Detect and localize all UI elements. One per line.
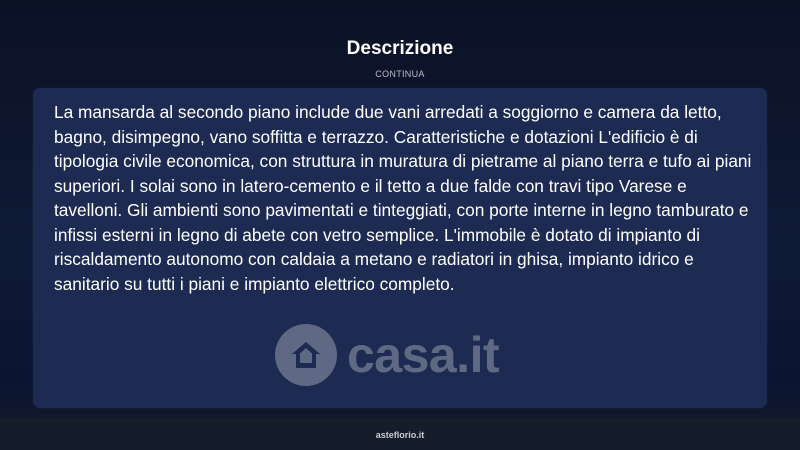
description-text: La mansarda al secondo piano include due vani arredati a soggiorno e camera da letto, bagno, disimpegno, vano soffitta e terrazzo. Caratteristiche e dotazioni L'edificio è di tipologia civile economica, con struttura in muratura di pietrame al piano terra e tufo ai piani superiori. I solai sono in latero-cemento e il tetto a due falde con travi tipo Varese e tavelloni. Gli ambienti sono pavimentati e tinteggiati, con porte interne in legno tamburato e infissi esterni in legno di abete con vetro semplice. L'immobile è dotato di impianto di riscaldamento autonomo con caldaia a metano e radiatori in ghisa, impianto idrico e sanitario su tutti i piani e impianto elettrico completo. [54, 102, 752, 294]
watermark-brand: casa.it [347, 327, 500, 383]
footer-site-link[interactable]: asteflorio.it [375, 430, 425, 440]
continue-link[interactable]: CONTINUA [375, 69, 425, 79]
house-icon [275, 324, 337, 386]
description-card [33, 88, 767, 408]
section-title: Descrizione [346, 38, 454, 59]
casa-it-watermark [275, 316, 499, 394]
